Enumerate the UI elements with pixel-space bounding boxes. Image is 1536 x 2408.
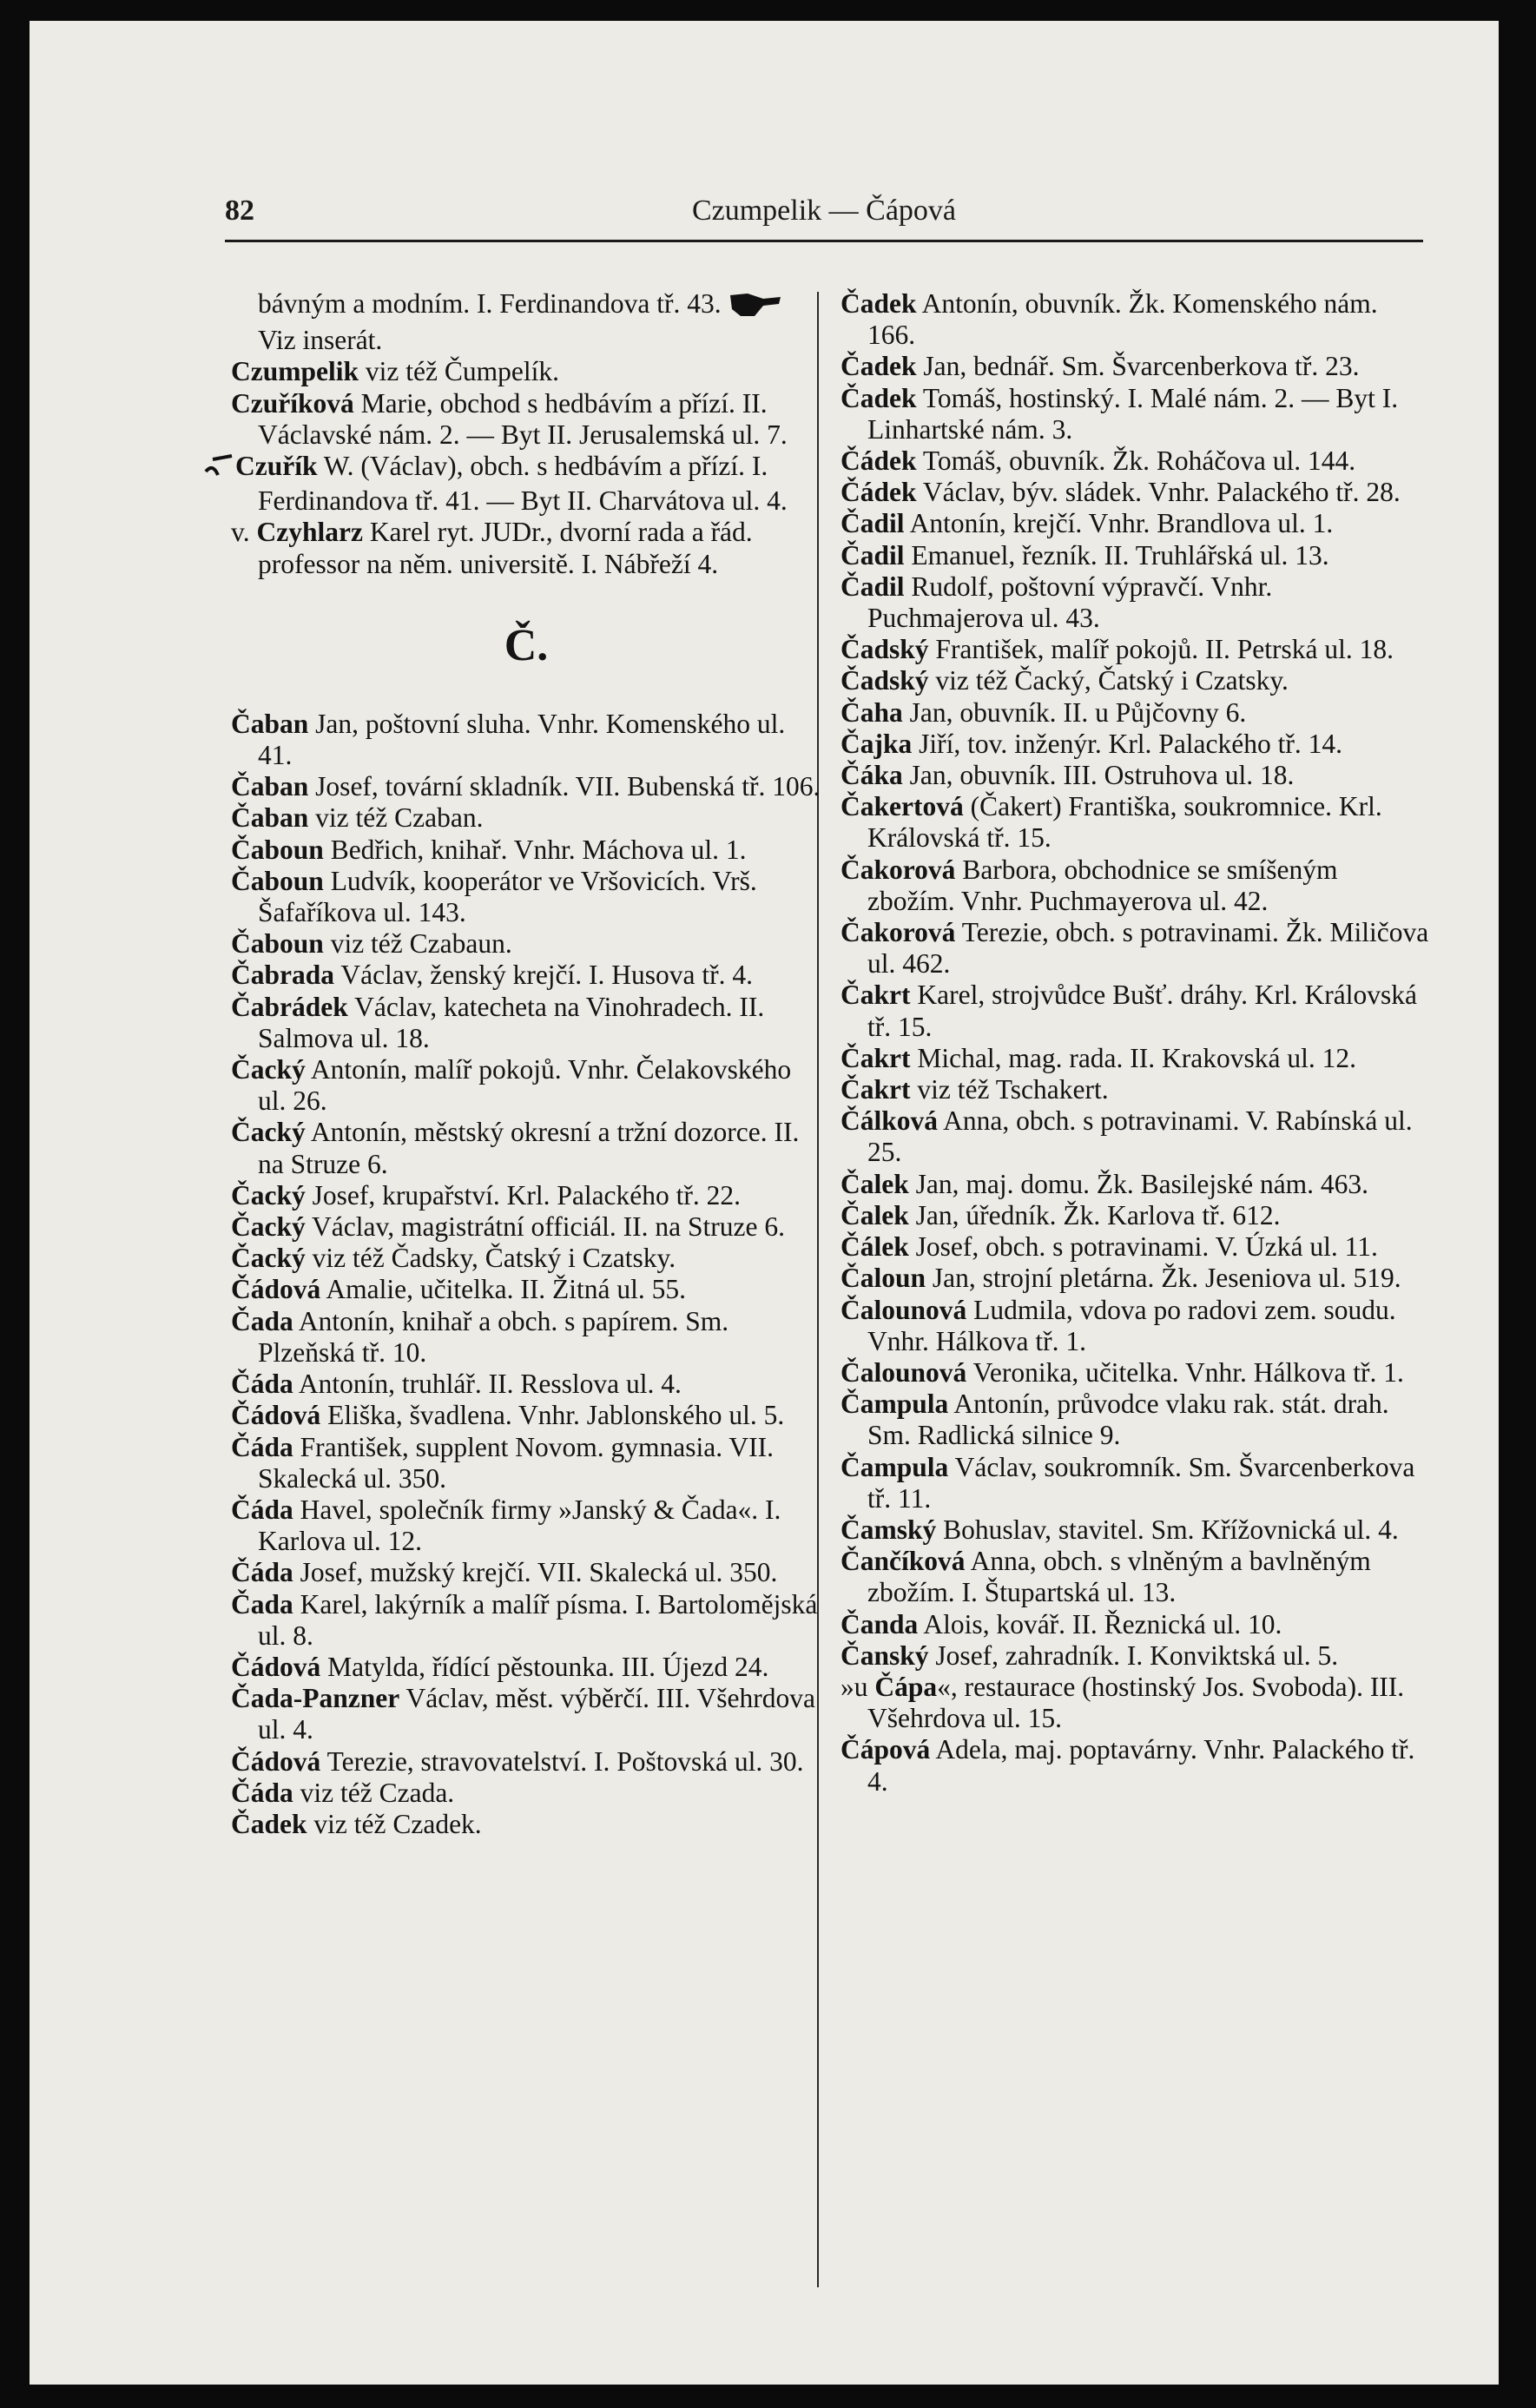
entry-name: Čanda xyxy=(841,1608,919,1639)
directory-entry: Čáda Havel, společník firmy »Janský & Čada«. I. Karlova ul. 12. xyxy=(231,1494,781,1557)
directory-entry: Čadek Jan, bednář. Sm. Švarcenberkova tř. 23. xyxy=(841,351,1360,382)
entry-name: Čaboun xyxy=(231,834,324,865)
directory-page xyxy=(30,21,1499,2385)
directory-entry: Čadský viz též Čacký, Čatský i Czatsky. xyxy=(841,665,1289,696)
entry-name: Čadil xyxy=(841,508,905,539)
directory-entry: Čádová Matylda, řídící pěstounka. III. Újezd 24. xyxy=(231,1651,769,1682)
entry-name: Čacký xyxy=(231,1211,306,1243)
directory-entry: Čáda viz též Czada. xyxy=(231,1777,455,1808)
directory-entry: Čacký Antonín, malíř pokojů. Vnhr. Čelakovského ul. 26. xyxy=(231,1054,792,1117)
directory-entry: Čádová Terezie, stravovatelství. I. Poštovská ul. 30. xyxy=(231,1745,804,1777)
directory-entry: Čaloun Jan, strojní pletárna. Žk. Jeseniova ul. 519. xyxy=(841,1263,1401,1294)
entry-name: Čaha xyxy=(841,696,903,728)
directory-entry: Čampula Antonín, průvodce vlaku rak. stát. drah. Sm. Radlická silnice 9. xyxy=(841,1389,1389,1451)
directory-entry: Čacký Josef, krupařství. Krl. Palackého tř. 22. xyxy=(231,1179,742,1211)
entry-name: Čakrt xyxy=(841,980,911,1011)
directory-entry: Čálek Josef, obch. s potravinami. V. Úzká ul. 11. xyxy=(841,1231,1378,1263)
directory-entry: Čanda Alois, kovář. II. Řeznická ul. 10. xyxy=(841,1608,1282,1639)
entry-name: Čadil xyxy=(841,539,905,571)
directory-entry: Čadil Rudolf, poštovní výpravčí. Vnhr. Puchmajerova ul. 43. xyxy=(841,571,1273,634)
entry-name: Čalek xyxy=(841,1199,909,1230)
entry-name: Čabrada xyxy=(231,960,335,991)
directory-entry: Čadil Antonín, krejčí. Vnhr. Brandlova ul. 1. xyxy=(841,508,1334,539)
entry-name: Čalounová xyxy=(841,1294,967,1325)
directory-entry: Čáda Antonín, truhlář. II. Resslova ul. 4. xyxy=(231,1369,682,1400)
directory-entry: Čalek Jan, úředník. Žk. Karlova tř. 612. xyxy=(841,1199,1281,1230)
directory-entry: Čada Karel, lakýrník a malíř písma. I. Bartolomějská ul. 8. xyxy=(231,1588,818,1651)
directory-entry: Čampula Václav, soukromník. Sm. Švarcenberkova tř. 11. xyxy=(841,1451,1415,1514)
entry-name: Čáda xyxy=(231,1557,293,1588)
directory-entry: Čaban viz též Czaban. xyxy=(231,802,484,834)
directory-entry: Czuříková Marie, obchod s hedbávím a přízí. II. Václavské nám. 2. — Byt II. Jerusalemská ul. 7. xyxy=(231,387,788,450)
entry-name: Czyhlarz xyxy=(256,517,363,548)
directory-entry: Czuřík W. (Václav), obch. s hedbávím a přízí. I. Ferdinandova tř. 41. — Byt II. Charvátova ul. 4. xyxy=(231,451,821,517)
entry-name: Čadek xyxy=(841,351,917,382)
entry-name: Čanský xyxy=(841,1639,929,1671)
entry-name: Čakrt xyxy=(841,1074,911,1105)
directory-entry: Čaban Josef, tovární skladník. VII. Bubenská tř. 106. xyxy=(231,771,821,802)
right-column xyxy=(841,288,1431,1798)
directory-entry: Čadil Emanuel, řezník. II. Truhlářská ul. 13. xyxy=(841,539,1329,571)
entry-name: Čamský xyxy=(841,1514,937,1545)
entry-name: Čakorová xyxy=(841,854,956,885)
section-letter: Č. xyxy=(504,620,549,670)
entry-name: Čadský xyxy=(841,634,929,665)
entry-name: Czumpelik xyxy=(231,356,359,387)
entry-name: Čáda xyxy=(231,1369,293,1400)
directory-entry: Čakorová Terezie, obch. s potravinami. Žk. Miličova ul. 462. xyxy=(841,917,1429,980)
entry-name: Čáda xyxy=(231,1431,293,1462)
directory-entry: Čáda Josef, mužský krejčí. VII. Skalecká ul. 350. xyxy=(231,1557,778,1588)
entry-name: Čáka xyxy=(841,760,903,791)
entry-name: Čaban xyxy=(231,771,309,802)
directory-entry: Čamský Bohuslav, stavitel. Sm. Křížovnická ul. 4. xyxy=(841,1514,1399,1545)
entry-name: Čabrádek xyxy=(231,991,348,1022)
entry-name: Čadil xyxy=(841,571,905,602)
entry-name: Čálek xyxy=(841,1231,909,1263)
entry-name: Čadek xyxy=(841,288,917,319)
directory-entry: Čanský Josef, zahradník. I. Konviktská ul. 5. xyxy=(841,1639,1339,1671)
entry-name: Čacký xyxy=(231,1179,306,1211)
directory-entry: Čálková Anna, obch. s potravinami. V. Rabínská ul. 25. xyxy=(841,1105,1413,1168)
entry-name: Čacký xyxy=(231,1117,306,1148)
directory-entry: Čadek viz též Czadek. xyxy=(231,1808,482,1839)
directory-entry: Čacký Václav, magistrátní officiál. II. na Struze 6. xyxy=(231,1211,785,1243)
entry-name: Čálková xyxy=(841,1105,939,1137)
pointing-hand-icon xyxy=(728,292,782,325)
handwritten-check-mark-icon xyxy=(231,454,234,485)
entry-name: Čajka xyxy=(841,728,913,759)
entry-name: Čaban xyxy=(231,708,309,739)
directory-entry: Čáka Jan, obuvník. III. Ostruhova ul. 18. xyxy=(841,760,1295,791)
entry-name: Čaban xyxy=(231,802,309,834)
entry-name: Čakertová xyxy=(841,791,964,822)
directory-entry: Čaban Jan, poštovní sluha. Vnhr. Komenského ul. 41. xyxy=(231,708,786,771)
directory-entry: Čalek Jan, maj. domu. Žk. Basilejské nám. 463. xyxy=(841,1168,1369,1199)
entry-name: Čaboun xyxy=(231,865,324,896)
entry-name: Czuříková xyxy=(231,387,354,419)
directory-entry: Čalounová Ludmila, vdova po radovi zem. soudu. Vnhr. Hálkova tř. 1. xyxy=(841,1294,1396,1356)
directory-entry: Čakrt Karel, strojvůdce Bušť. dráhy. Krl. Královská tř. 15. xyxy=(841,980,1418,1042)
entry-name: Čadek xyxy=(231,1808,307,1839)
directory-entry: Čakertová (Čakert) Františka, soukromnice. Krl. Královská tř. 15. xyxy=(841,791,1382,854)
entry-name: Čaboun xyxy=(231,928,324,960)
entry-name: Čampula xyxy=(841,1451,949,1482)
directory-entry: Čaha Jan, obuvník. II. u Půjčovny 6. xyxy=(841,696,1247,728)
directory-entry: Čakrt Michal, mag. rada. II. Krakovská ul. 12. xyxy=(841,1042,1356,1073)
entry-name: Čančíková xyxy=(841,1546,966,1577)
directory-entry: Čápová Adela, maj. poptavárny. Vnhr. Palackého tř. 4. xyxy=(841,1734,1415,1797)
entry-name: Čada-Panzner xyxy=(231,1683,400,1714)
directory-entry: Čaboun Ludvík, kooperátor ve Vršovicích. Vrš. Šafaříkova ul. 143. xyxy=(231,865,757,928)
directory-entry: v. Czyhlarz Karel ryt. JUDr., dvorní rada a řád. professor na něm. universitě. I. Nábřeží 4. xyxy=(231,517,753,579)
directory-entry: Čadek Antonín, obuvník. Žk. Komenského nám. 166. xyxy=(841,288,1378,351)
directory-entry: Čakorová Barbora, obchodnice se smíšeným zbožím. Vnhr. Puchmayerova ul. 42. xyxy=(841,854,1338,916)
entry-name: Čádová xyxy=(231,1400,321,1431)
directory-entry: Čaboun viz též Czabaun. xyxy=(231,928,512,960)
entry-name: Čádek xyxy=(841,477,917,508)
entry-name: Čáda xyxy=(231,1494,293,1525)
entry-name: Čaloun xyxy=(841,1263,926,1294)
directory-entry: Čalounová Veronika, učitelka. Vnhr. Hálkova tř. 1. xyxy=(841,1356,1404,1388)
entry-name: Čada xyxy=(231,1588,293,1620)
directory-entry: Čádová Amalie, učitelka. II. Žitná ul. 55. xyxy=(231,1274,687,1305)
directory-entry: Čada Antonín, knihař a obch. s papírem. Sm. Plzeňská tř. 10. xyxy=(231,1305,729,1368)
entry-name: Čampula xyxy=(841,1389,949,1420)
entry-name: Čádová xyxy=(231,1651,321,1682)
directory-entry: Čada-Panzner Václav, měst. výběrčí. III. Všehrdova ul. 4. xyxy=(231,1683,815,1745)
entry-name: Čápa xyxy=(874,1671,938,1702)
entry-name: Čada xyxy=(231,1305,293,1336)
left-column xyxy=(231,288,821,1840)
entry-name: Čádek xyxy=(841,445,917,477)
page-header xyxy=(225,186,1423,238)
directory-entry: »u Čápa«, restaurace (hostinský Jos. Svoboda). III. Všehrdova ul. 15. xyxy=(841,1671,1405,1734)
directory-entry: Čadek Tomáš, hostinský. I. Malé nám. 2. — Byt I. Linhartské nám. 3. xyxy=(841,382,1399,445)
entry-name: Čakrt xyxy=(841,1042,911,1073)
directory-entry: Čančíková Anna, obch. s vlněným a bavlněným zbožím. I. Štupartská ul. 13. xyxy=(841,1546,1371,1608)
directory-entry: Čáda František, supplent Novom. gymnasia. VII. Skalecká ul. 350. xyxy=(231,1431,775,1494)
directory-entry: Čádová Eliška, švadlena. Vnhr. Jablonského ul. 5. xyxy=(231,1400,785,1431)
entry-name: Čáda xyxy=(231,1777,293,1808)
page-number: 82 xyxy=(225,195,254,227)
directory-entry: Čajka Jiří, tov. inženýr. Krl. Palackého tř. 14. xyxy=(841,728,1342,759)
entry-name: Čalek xyxy=(841,1168,909,1199)
entry-name: Čádová xyxy=(231,1745,321,1777)
entry-name: Čadský xyxy=(841,665,929,696)
directory-entry: Čacký viz též Čadsky, Čatský i Czatsky. xyxy=(231,1243,676,1274)
directory-entry: Čakrt viz též Tschakert. xyxy=(841,1074,1109,1105)
entry-name: Čádová xyxy=(231,1274,321,1305)
directory-entry: Čaboun Bedřich, knihař. Vnhr. Máchova ul. 1. xyxy=(231,834,747,865)
directory-entry: Czumpelik viz též Čumpelík. xyxy=(231,356,559,387)
entry-name: Čacký xyxy=(231,1054,306,1085)
entry-name: Čacký xyxy=(231,1243,306,1274)
entry-name: Čadek xyxy=(841,382,917,413)
entry-name: Čalounová xyxy=(841,1356,967,1388)
directory-entry: Čádek Václav, býv. sládek. Vnhr. Palackého tř. 28. xyxy=(841,477,1401,508)
directory-entry: Čádek Tomáš, obuvník. Žk. Roháčova ul. 144. xyxy=(841,445,1356,477)
entry-name: Čakorová xyxy=(841,917,956,948)
directory-entry: Čabrádek Václav, katecheta na Vinohradech. II. Salmova ul. 18. xyxy=(231,991,765,1053)
directory-entry: Čabrada Václav, ženský krejčí. I. Husova tř. 4. xyxy=(231,960,754,991)
directory-entry: bávným a modním. I. Ferdinandova tř. 43. Viz inserát. xyxy=(231,288,821,356)
directory-entry: Čacký Antonín, městský okresní a tržní dozorce. II. na Struze 6. xyxy=(231,1117,800,1179)
entry-name: Czuřík xyxy=(235,451,318,482)
directory-entry: Čadský František, malíř pokojů. II. Petrská ul. 18. xyxy=(841,634,1394,665)
running-head: Czumpelik — Čápová xyxy=(691,195,957,227)
header-rule xyxy=(225,240,1423,242)
entry-name: Čápová xyxy=(841,1734,931,1765)
